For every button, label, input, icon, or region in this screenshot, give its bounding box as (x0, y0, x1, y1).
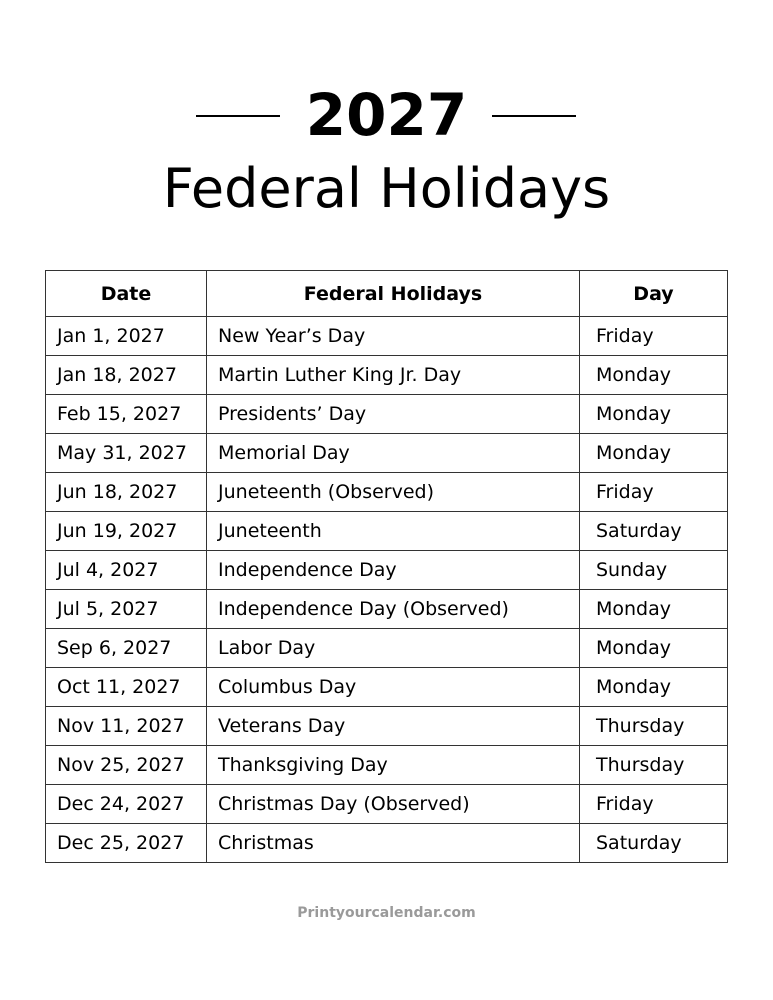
page-title: Federal Holidays (162, 157, 611, 220)
table-row (46, 512, 728, 551)
date-cell: Jun 18, 2027 (46, 473, 207, 512)
holiday-cell: Presidents’ Day (207, 395, 580, 434)
table-row (46, 551, 728, 590)
holiday-cell: Veterans Day (207, 707, 580, 746)
date-cell: May 31, 2027 (46, 434, 207, 473)
day-cell: Friday (580, 317, 728, 356)
day-cell: Monday (580, 356, 728, 395)
column-header-day: Day (580, 271, 728, 317)
table-row (46, 590, 728, 629)
footer-watermark: Printyourcalendar.com (297, 905, 476, 921)
holiday-cell: New Year’s Day (207, 317, 580, 356)
holiday-cell: Christmas Day (Observed) (207, 785, 580, 824)
date-cell: Feb 15, 2027 (46, 395, 207, 434)
right-decorative-rule (492, 115, 576, 117)
table-row (46, 746, 728, 785)
date-cell: Jan 1, 2027 (46, 317, 207, 356)
holiday-cell: Thanksgiving Day (207, 746, 580, 785)
table-header-row (46, 271, 728, 317)
table-row (46, 824, 728, 863)
table-row (46, 317, 728, 356)
date-cell: Jun 19, 2027 (46, 512, 207, 551)
holiday-cell: Independence Day (207, 551, 580, 590)
table-row (46, 668, 728, 707)
holidays-table (45, 270, 728, 863)
date-cell: Jul 5, 2027 (46, 590, 207, 629)
column-header-date: Date (46, 271, 207, 317)
holiday-cell: Independence Day (Observed) (207, 590, 580, 629)
holiday-cell: Christmas (207, 824, 580, 863)
table-row (46, 356, 728, 395)
holiday-cell: Labor Day (207, 629, 580, 668)
holiday-cell: Columbus Day (207, 668, 580, 707)
date-cell: Oct 11, 2027 (46, 668, 207, 707)
day-cell: Monday (580, 434, 728, 473)
date-cell: Dec 25, 2027 (46, 824, 207, 863)
day-cell: Saturday (580, 512, 728, 551)
day-cell: Monday (580, 668, 728, 707)
day-cell: Sunday (580, 551, 728, 590)
day-cell: Monday (580, 395, 728, 434)
day-cell: Thursday (580, 707, 728, 746)
holiday-cell: Juneteenth (Observed) (207, 473, 580, 512)
day-cell: Friday (580, 785, 728, 824)
date-cell: Nov 11, 2027 (46, 707, 207, 746)
table-body (46, 317, 728, 863)
table-row (46, 629, 728, 668)
date-cell: Nov 25, 2027 (46, 746, 207, 785)
holiday-cell: Juneteenth (207, 512, 580, 551)
date-cell: Sep 6, 2027 (46, 629, 207, 668)
date-cell: Jul 4, 2027 (46, 551, 207, 590)
day-cell: Thursday (580, 746, 728, 785)
table-row (46, 707, 728, 746)
column-header-holiday: Federal Holidays (207, 271, 580, 317)
date-cell: Dec 24, 2027 (46, 785, 207, 824)
year-heading-row (0, 82, 773, 148)
holiday-cell: Martin Luther King Jr. Day (207, 356, 580, 395)
day-cell: Monday (580, 629, 728, 668)
table-row (46, 473, 728, 512)
year-heading: 2027 (305, 81, 468, 149)
day-cell: Saturday (580, 824, 728, 863)
day-cell: Friday (580, 473, 728, 512)
day-cell: Monday (580, 590, 728, 629)
date-cell: Jan 18, 2027 (46, 356, 207, 395)
table-row (46, 434, 728, 473)
table-row (46, 395, 728, 434)
table-row (46, 785, 728, 824)
holiday-cell: Memorial Day (207, 434, 580, 473)
